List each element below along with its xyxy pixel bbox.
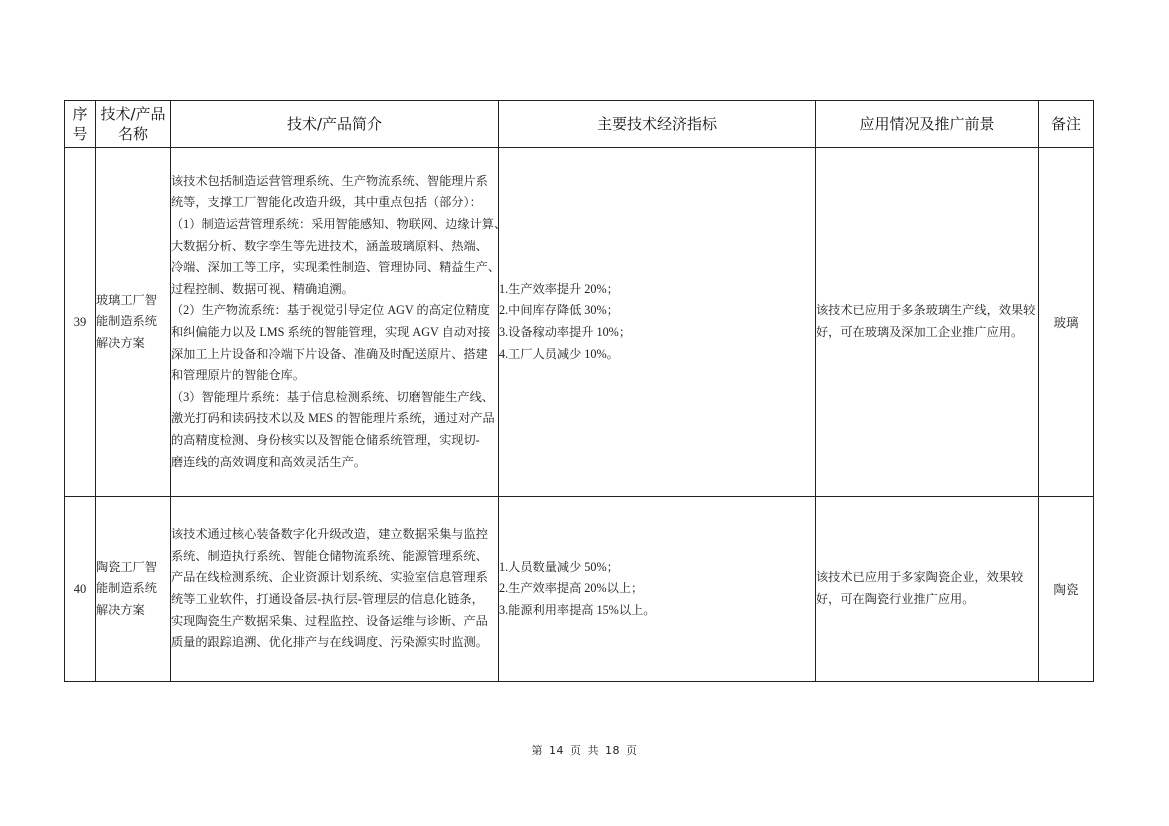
name-line: 能制造系统: [96, 314, 157, 329]
row-serial-number: 40: [65, 497, 96, 682]
row-product-name: [96, 148, 171, 497]
metric-line: 4.工厂人员减少 10%。: [499, 346, 619, 361]
tech-product-table: [64, 100, 1094, 682]
header-serial-number: [65, 101, 96, 148]
intro-line: 大数据分析、数字孪生等先进技术，涵盖玻璃原料、热端、: [171, 238, 488, 253]
row-application-prospects: [816, 497, 1039, 682]
header-serial-line-2: 号: [72, 125, 88, 143]
name-line: 解决方案: [96, 602, 145, 617]
metric-line: 1.生产效率提升 20%；: [499, 281, 619, 296]
intro-line: 系统、制造执行系统、智能仓储物流系统、能源管理系统、: [171, 548, 488, 563]
intro-line: 和纠偏能力以及 LMS 系统的智能管理，实现 AGV 自动对接: [171, 325, 491, 339]
header-remarks: 备注: [1039, 101, 1094, 148]
table-row: [65, 497, 1094, 682]
name-line: 玻璃工厂智: [96, 292, 157, 307]
row-key-metrics: [499, 497, 816, 682]
intro-line: 该技术包括制造运营管理系统、生产物流系统、智能理片系: [171, 173, 488, 188]
row-serial-number: 39: [65, 148, 96, 497]
current-page-number: 14: [549, 744, 564, 757]
header-serial-line-1: 序: [72, 105, 88, 123]
intro-line: （2）生产物流系统：基于视觉引导定位 AGV 的高定位精度: [171, 303, 490, 318]
name-line: 陶瓷工厂智: [96, 559, 157, 574]
metric-line: 1.人员数量减少 50%；: [499, 559, 619, 574]
table-row: [65, 148, 1094, 497]
header-application-prospects: 应用情况及推广前景: [816, 101, 1039, 148]
intro-line: 过程控制、数据可视、精确追溯。: [171, 281, 354, 296]
row-product-intro: [171, 148, 507, 497]
intro-line: 激光打码和读码技术以及 MES 的智能理片系统，通过对产品: [171, 411, 495, 426]
intro-line: 统等，支撑工厂智能化改造升级，其中重点包括（部分）：: [171, 195, 482, 210]
intro-line: （1）制造运营管理系统：采用智能感知、物联网、边缘计算、: [171, 217, 507, 232]
metric-line: 3.设备稼动率提升 10%；: [499, 325, 632, 339]
intro-line: 磨连线的高效调度和高效灵活生产。: [171, 454, 366, 469]
intro-line: 产品在线检测系统、企业资源计划系统、实验室信息管理系: [171, 570, 488, 585]
intro-line: 和管理原片的智能仓库。: [171, 368, 306, 383]
application-line: 该技术已应用于多条玻璃生产线，效果较: [816, 303, 1036, 318]
intro-line: 深加工上片设备和冷端下片设备、准确及时配送原片、搭建: [171, 346, 488, 361]
intro-line: 的高精度检测、身份核实以及智能仓储系统管理，实现切-: [171, 432, 480, 447]
footer-suffix: 页: [626, 744, 638, 757]
header-key-metrics: 主要技术经济指标: [499, 101, 816, 148]
intro-line: 统等工业软件，打通设备层-执行层-管理层的信息化链条，: [171, 592, 484, 606]
row-product-intro: [171, 497, 499, 682]
row-application-prospects: [816, 148, 1039, 497]
row-remarks: 玻璃: [1039, 148, 1094, 497]
header-name-line-2: 名称: [117, 125, 148, 143]
page-footer: [0, 742, 1169, 758]
row-key-metrics: [499, 148, 816, 497]
intro-line: 质量的跟踪追溯、优化排产与在线调度、污染源实时监测。: [171, 635, 488, 650]
row-product-name: [96, 497, 171, 682]
footer-prefix: 第: [531, 744, 543, 757]
intro-line: 实现陶瓷生产数据采集、过程监控、设备运维与诊断、产品: [171, 613, 488, 628]
application-line: 好，可在玻璃及深加工企业推广应用。: [816, 325, 1024, 339]
header-product-name: [96, 101, 171, 148]
name-line: 解决方案: [96, 335, 145, 350]
footer-page-word: 页: [570, 744, 582, 757]
intro-line: 该技术通过核心装备数字化升级改造，建立数据采集与监控: [171, 527, 488, 542]
total-page-count: 18: [605, 744, 620, 757]
name-line: 能制造系统: [96, 581, 157, 596]
metric-line: 2.中间库存降低 30%；: [499, 303, 619, 318]
application-line: 该技术已应用于多家陶瓷企业，效果较: [816, 570, 1024, 585]
intro-line: 冷端、深加工等工序，实现柔性制造、管理协同、精益生产、: [171, 260, 501, 275]
metric-line: 2.生产效率提高 20%以上；: [499, 581, 644, 596]
row-remarks: 陶瓷: [1039, 497, 1094, 682]
intro-line: （3）智能理片系统：基于信息检测系统、切磨智能生产线、: [171, 389, 494, 404]
application-line: 好，可在陶瓷行业推广应用。: [816, 592, 975, 606]
metric-line: 3.能源利用率提高 15%以上。: [499, 602, 656, 617]
table-header-row: [65, 101, 1094, 148]
header-product-intro: 技术/产品简介: [171, 101, 499, 148]
footer-total-word: 共: [587, 744, 599, 757]
header-name-line-1: 技术/产品: [100, 105, 166, 123]
